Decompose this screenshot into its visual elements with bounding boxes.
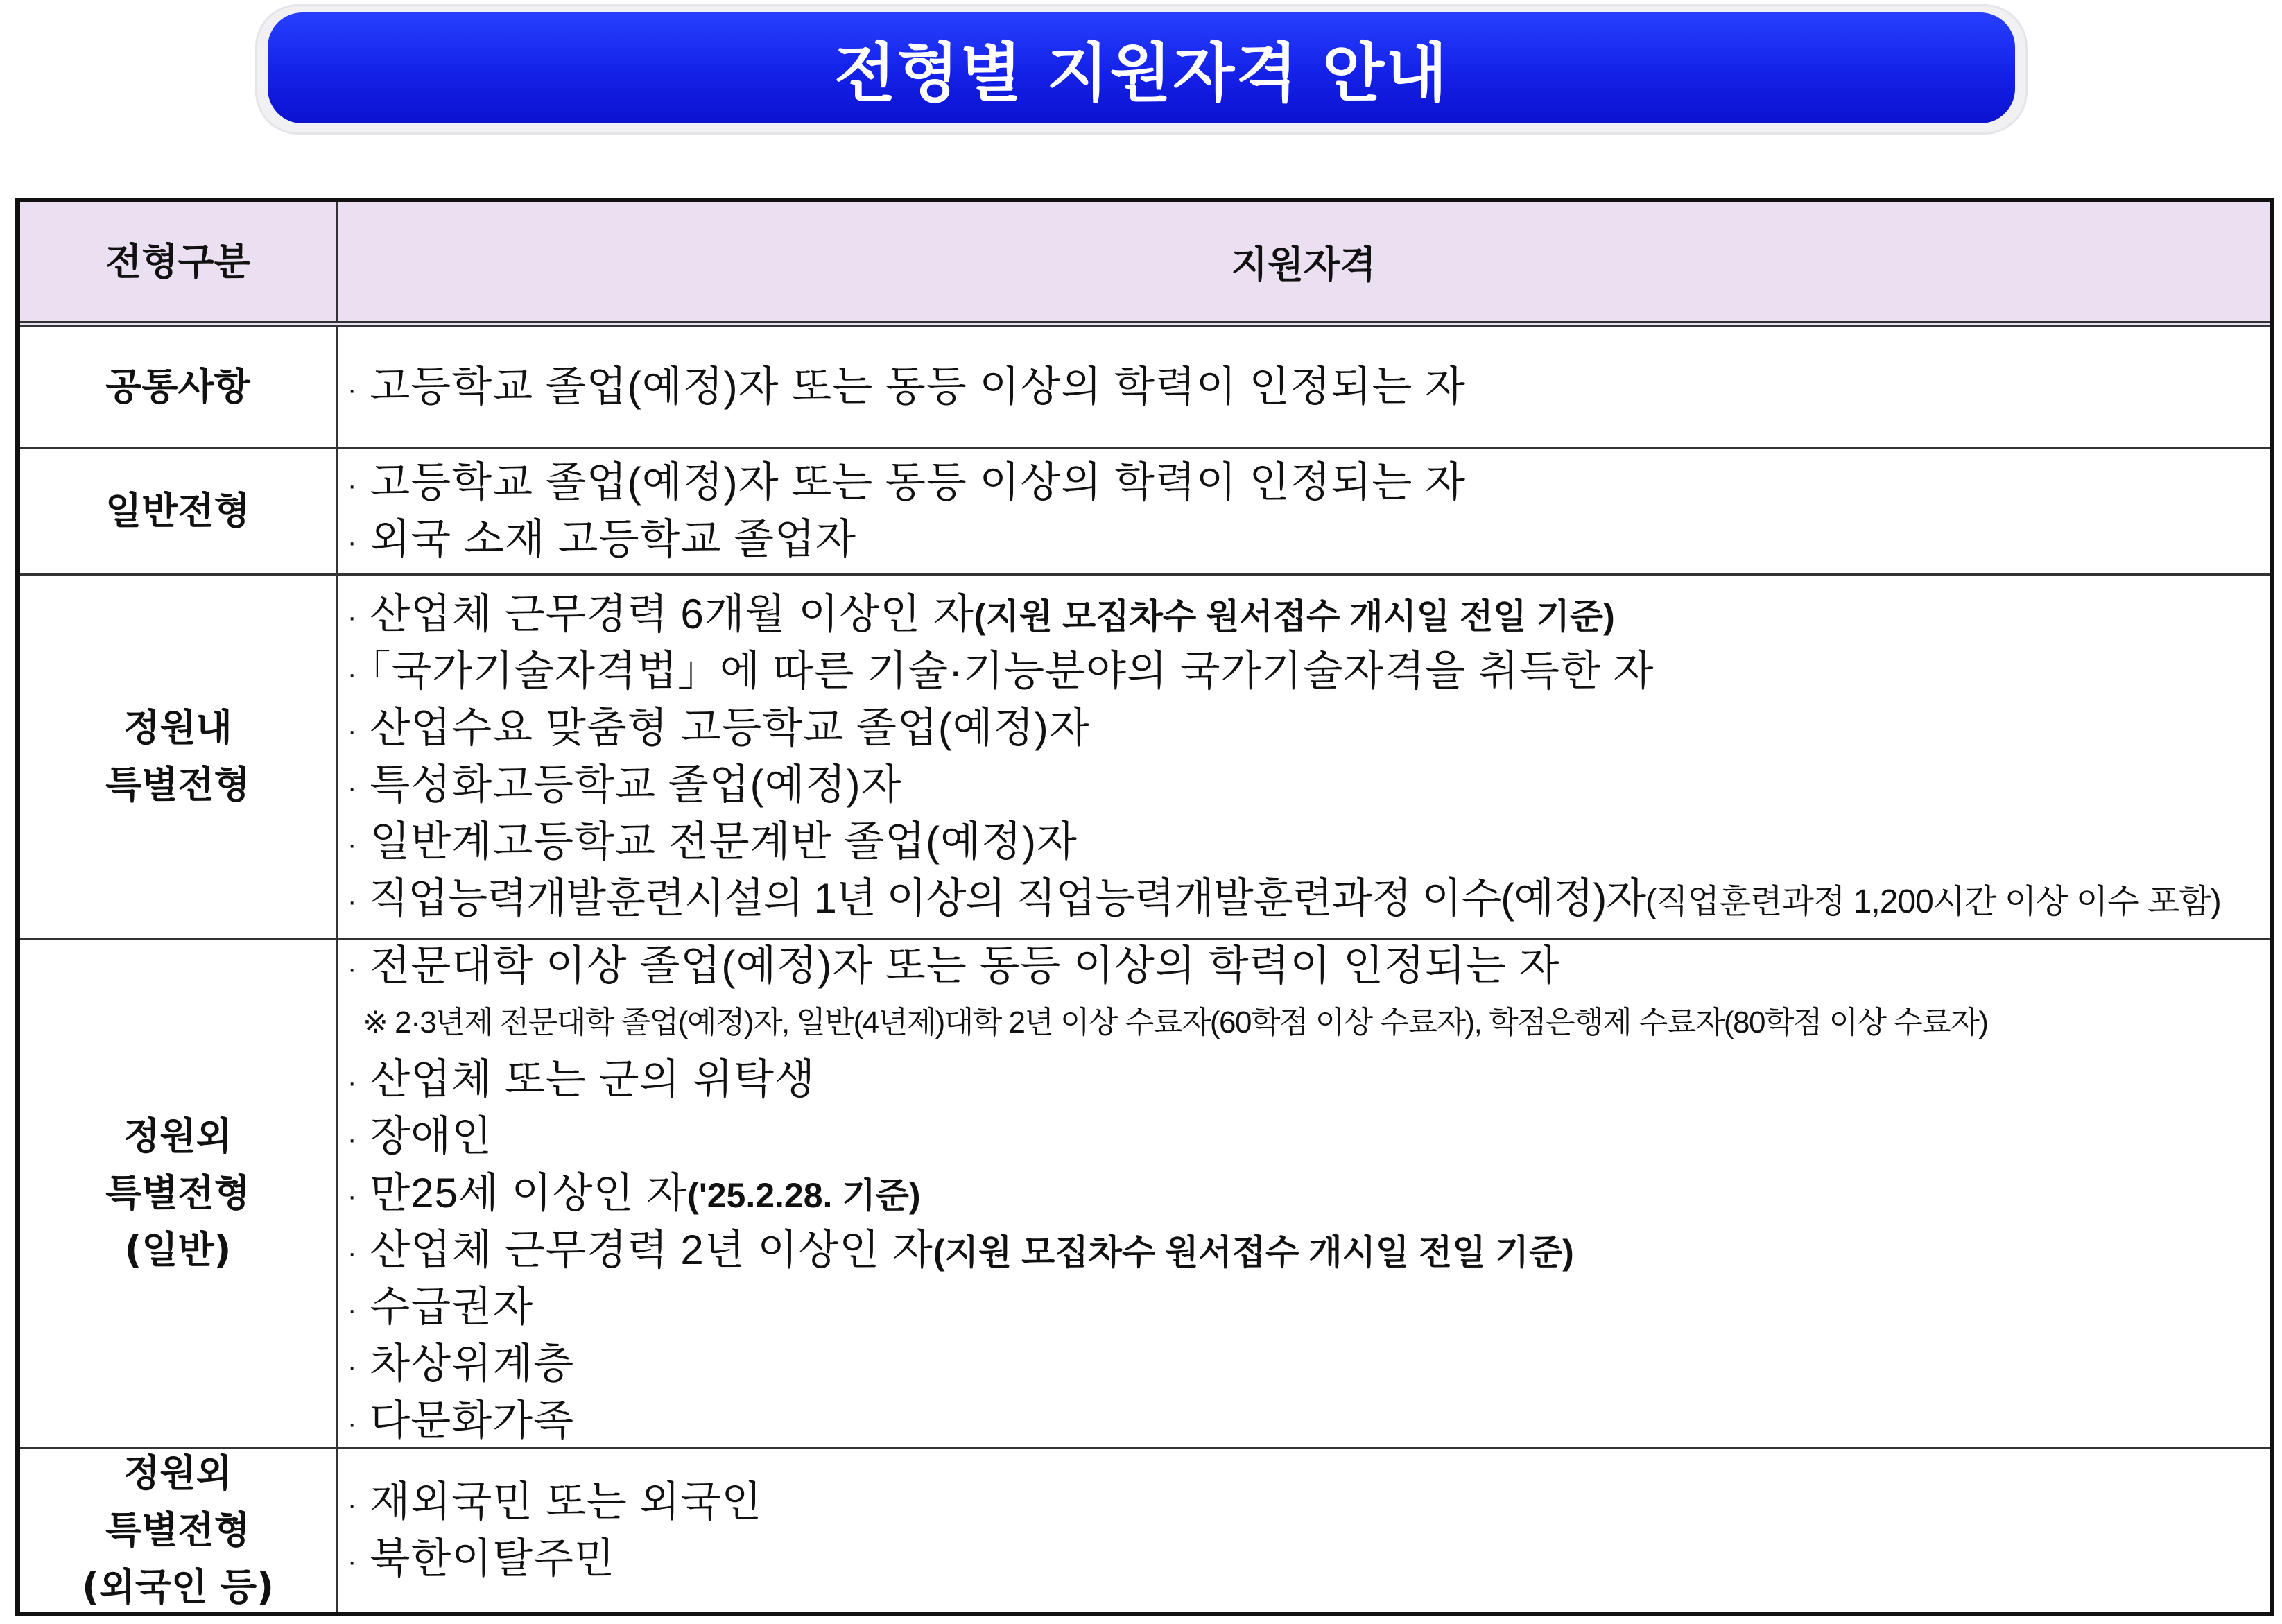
qualification-cell <box>338 449 2270 573</box>
category-label: 정원외 <box>123 1114 232 1158</box>
qualification-item: · 고등학교 졸업(예정)자 또는 동등 이상의 학력이 인정되는 자 <box>347 363 1467 410</box>
qualification-item: · 산업수요 맞춤형 고등학교 졸업(예정)자 <box>347 705 1090 751</box>
header-category-cell <box>20 202 338 321</box>
table-row-common <box>20 327 2270 449</box>
category-label: 특별전형 <box>105 1171 250 1215</box>
category-cell <box>20 940 338 1447</box>
bullet-dot: · <box>347 886 356 917</box>
category-label: 정원내 <box>123 706 232 750</box>
bullet-dot: · <box>347 716 358 747</box>
category-label: 정원외 <box>123 1451 232 1495</box>
bullet-dot: · <box>347 1124 358 1155</box>
qualification-item: · 특성화고등학교 졸업(예정)자 <box>347 761 902 808</box>
category-cell <box>20 576 338 938</box>
qualification-item: · 「국가기술자격법」에 따른 기술·기능분야의 국가기술자격을 취득한 자 <box>347 648 1654 694</box>
bullet-dot: · <box>347 1351 358 1383</box>
table-row-general <box>20 449 2270 576</box>
table-row-special-out-quota-foreign <box>20 1449 2270 1612</box>
qualification-cell <box>338 940 2270 1447</box>
bullet-dot: · <box>347 1238 358 1269</box>
bullet-dot: · <box>347 470 358 501</box>
qualification-item: · 산업체 근무경력 2년 이상인 자(지원 모집차수 원서접수 개시일 전일 기준) <box>347 1227 1574 1273</box>
bullet-dot: · <box>347 1408 358 1440</box>
header-qualification-label: 지원자격 <box>1231 243 1376 286</box>
bullet-dot: · <box>347 527 358 558</box>
table-row-special-in-quota <box>20 576 2270 940</box>
category-label: (일반) <box>124 1228 232 1272</box>
qualification-item: · 직업능력개발훈련시설의 1년 이상의 직업능력개발훈련과정 이수(예정)자(직업훈련과정 1,200시간 이상 이수 포함) <box>347 875 2221 922</box>
bullet-dot: · <box>347 1546 358 1578</box>
category-label: (외국인 등) <box>82 1565 274 1609</box>
table-row-special-out-quota-general <box>20 940 2270 1449</box>
qualification-item: · 전문대학 이상 졸업(예정)자 또는 동등 이상의 학력이 인정되는 자 <box>347 942 1560 989</box>
qualification-note: ※ 2·3년제 전문대학 졸업(예정)자, 일반(4년제)대학 2년 이상 수료자(60학점 이상 수료자), 학점은행제 수료자(80학점 이상 수료자) <box>363 1005 1988 1039</box>
bullet-dot: · <box>347 1489 358 1521</box>
bullet-dot: · <box>347 829 358 861</box>
page-title: 전형별 지원자격 안내 <box>834 36 1449 110</box>
qualification-cell <box>338 327 2270 447</box>
bullet-dot: · <box>347 659 358 690</box>
qualification-item: · 차상위계층 <box>347 1340 575 1387</box>
qualification-item: · 북한이탈주민 <box>347 1535 616 1582</box>
header-qualification-cell <box>338 202 2270 321</box>
qualification-cell <box>338 576 2270 938</box>
category-label: 일반전형 <box>105 489 250 533</box>
table-header-row <box>20 202 2270 327</box>
bullet-dot: · <box>347 374 358 406</box>
bullet-dot: · <box>347 772 358 804</box>
category-label: 특별전형 <box>105 1508 250 1552</box>
qualification-item: · 재외국민 또는 외국인 <box>347 1478 763 1525</box>
bullet-dot: · <box>347 1295 358 1326</box>
qualification-item: · 수급권자 <box>347 1284 534 1330</box>
qualification-item: · 산업체 또는 군의 위탁생 <box>347 1056 815 1103</box>
category-cell <box>20 449 338 573</box>
title-banner <box>268 12 2015 123</box>
bullet-dot: · <box>347 1067 358 1098</box>
bullet-dot: · <box>347 602 358 633</box>
category-cell <box>20 327 338 447</box>
qualification-item: · 산업체 근무경력 6개월 이상인 자(지원 모집차수 원서접수 개시일 전일 기준) <box>347 591 1615 637</box>
qualification-item: · 외국 소재 고등학교 졸업자 <box>347 516 856 562</box>
qualification-item: · 만25세 이상인 자('25.2.28. 기준) <box>347 1170 921 1216</box>
category-cell <box>20 1449 338 1612</box>
qualification-cell <box>338 1449 2270 1612</box>
category-label: 공통사항 <box>105 365 250 408</box>
qualification-item: · 장애인 <box>347 1113 493 1159</box>
qualification-item: · 일반계고등학교 전문계반 졸업(예정)자 <box>347 818 1078 865</box>
category-label: 특별전형 <box>105 763 250 806</box>
qualification-item: · 고등학교 졸업(예정)자 또는 동등 이상의 학력이 인정되는 자 <box>347 459 1467 506</box>
header-category-label: 전형구분 <box>105 239 250 284</box>
bullet-dot: · <box>347 1181 358 1212</box>
bullet-dot: · <box>347 953 358 985</box>
qualification-table <box>15 198 2274 1616</box>
qualification-item: · 다문화가족 <box>347 1397 575 1444</box>
